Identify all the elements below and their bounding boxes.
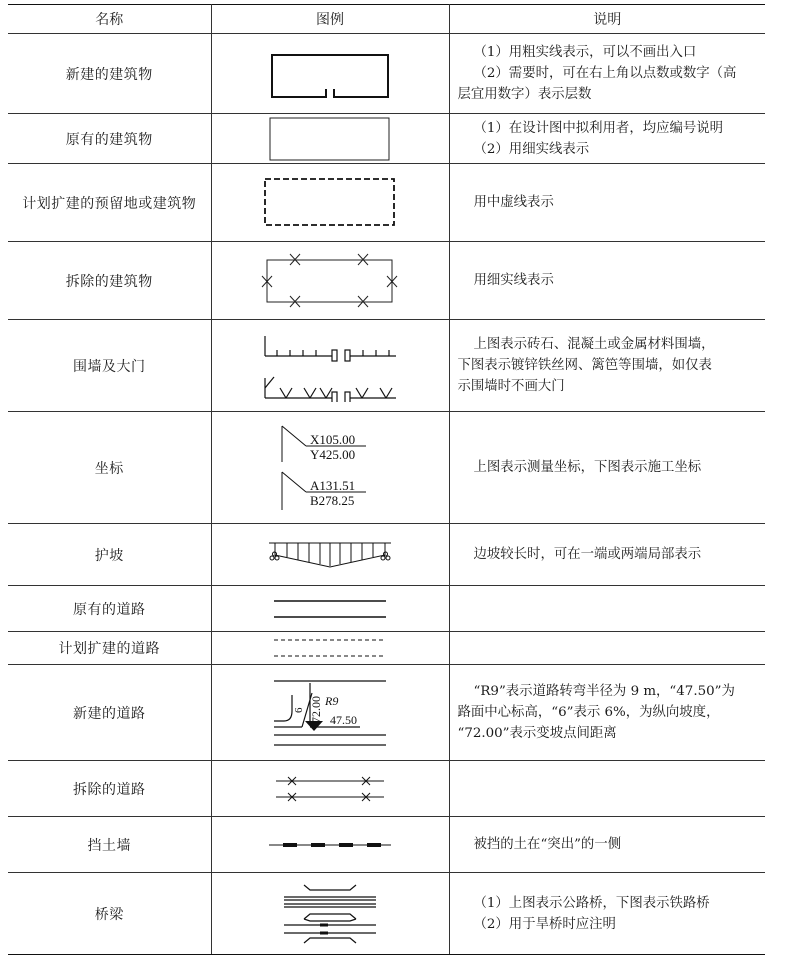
row-description: 上图表示测量坐标，下图表示施工坐标 [449, 412, 765, 524]
slope-protection-icon [265, 537, 395, 573]
header-row [8, 5, 765, 34]
coordinate-a-label: A131.51 [310, 477, 356, 493]
demolished-road-icon [270, 772, 390, 806]
row-description: 被挡的土在“突出”的一侧 [449, 817, 765, 873]
new-road-icon [270, 675, 390, 751]
demolished-building-icon [260, 250, 400, 312]
existing-building-icon [268, 117, 392, 161]
table-row [8, 164, 765, 242]
grade-label: 6 [293, 707, 305, 713]
row-name: 原有的道路 [8, 586, 211, 632]
table-row [8, 665, 765, 761]
row-description: （1）上图表示公路桥，下图表示铁路桥 （2）用于旱桥时应注明 [449, 873, 765, 955]
row-description [449, 761, 765, 817]
row-description: 边坡较长时，可在一端或两端局部表示 [449, 524, 765, 586]
row-name: 新建的道路 [8, 665, 211, 761]
table-row [8, 412, 765, 524]
row-description: “R9”表示道路转弯半径为 9 m，“47.50”为 路面中心标高，“6”表示 6%，为纵向坡度， “72.00”表示变坡点间距离 [449, 665, 765, 761]
retaining-wall-icon [265, 835, 395, 855]
row-description [449, 586, 765, 632]
existing-road-icon [270, 593, 390, 625]
table-row [8, 114, 765, 164]
row-name: 原有的建筑物 [8, 114, 211, 164]
table-row [8, 586, 765, 632]
row-name: 围墙及大门 [8, 320, 211, 412]
table-row [8, 242, 765, 320]
row-name: 计划扩建的预留地或建筑物 [8, 164, 211, 242]
row-description: （1）在设计图中拟利用者，均应编号说明 （2）用细实线表示 [449, 114, 765, 164]
bridge-icon [270, 881, 390, 947]
row-description: 用细实线表示 [449, 242, 765, 320]
planned-building-icon [263, 177, 397, 229]
coordinate-b-label: B278.25 [310, 492, 355, 508]
table-row [8, 34, 765, 114]
table-row [8, 524, 765, 586]
table-row [8, 817, 765, 873]
row-name: 护坡 [8, 524, 211, 586]
elevation-label: 47.50 [330, 712, 357, 727]
planned-road-icon [270, 634, 390, 662]
row-description [449, 632, 765, 665]
table-row [8, 761, 765, 817]
header-description: 说明 [449, 5, 765, 34]
header-symbol: 图例 [211, 5, 449, 34]
row-description: （1）用粗实线表示，可以不画出入口 （2）需要时，可在右上角以点数或数字（高 层宜用数字）表示层数 [449, 34, 765, 114]
table-row [8, 873, 765, 955]
row-name: 拆除的建筑物 [8, 242, 211, 320]
wall-and-gate-icon [260, 330, 400, 402]
distance-label: 72.00 [309, 695, 323, 723]
coordinate-y-label: Y425.00 [310, 446, 356, 462]
new-building-icon [260, 49, 400, 99]
table-row [8, 320, 765, 412]
row-name: 桥梁 [8, 873, 211, 955]
table-row [8, 632, 765, 665]
radius-label: R9 [325, 693, 339, 708]
row-description: 用中虚线表示 [449, 164, 765, 242]
row-description: 上图表示砖石、混凝土或金属材料围墙， 下图表示镀锌铁丝网、篱笆等围墙，如仅表 示围墙时不画大门 [449, 320, 765, 412]
row-name: 挡土墙 [8, 817, 211, 873]
row-name: 坐标 [8, 412, 211, 524]
header-name: 名称 [8, 5, 211, 34]
coordinate-x-label: X105.00 [310, 431, 356, 447]
row-name: 新建的建筑物 [8, 34, 211, 114]
row-name: 计划扩建的道路 [8, 632, 211, 665]
row-name: 拆除的道路 [8, 761, 211, 817]
coordinate-icon [270, 422, 390, 514]
legend-table [8, 4, 765, 955]
